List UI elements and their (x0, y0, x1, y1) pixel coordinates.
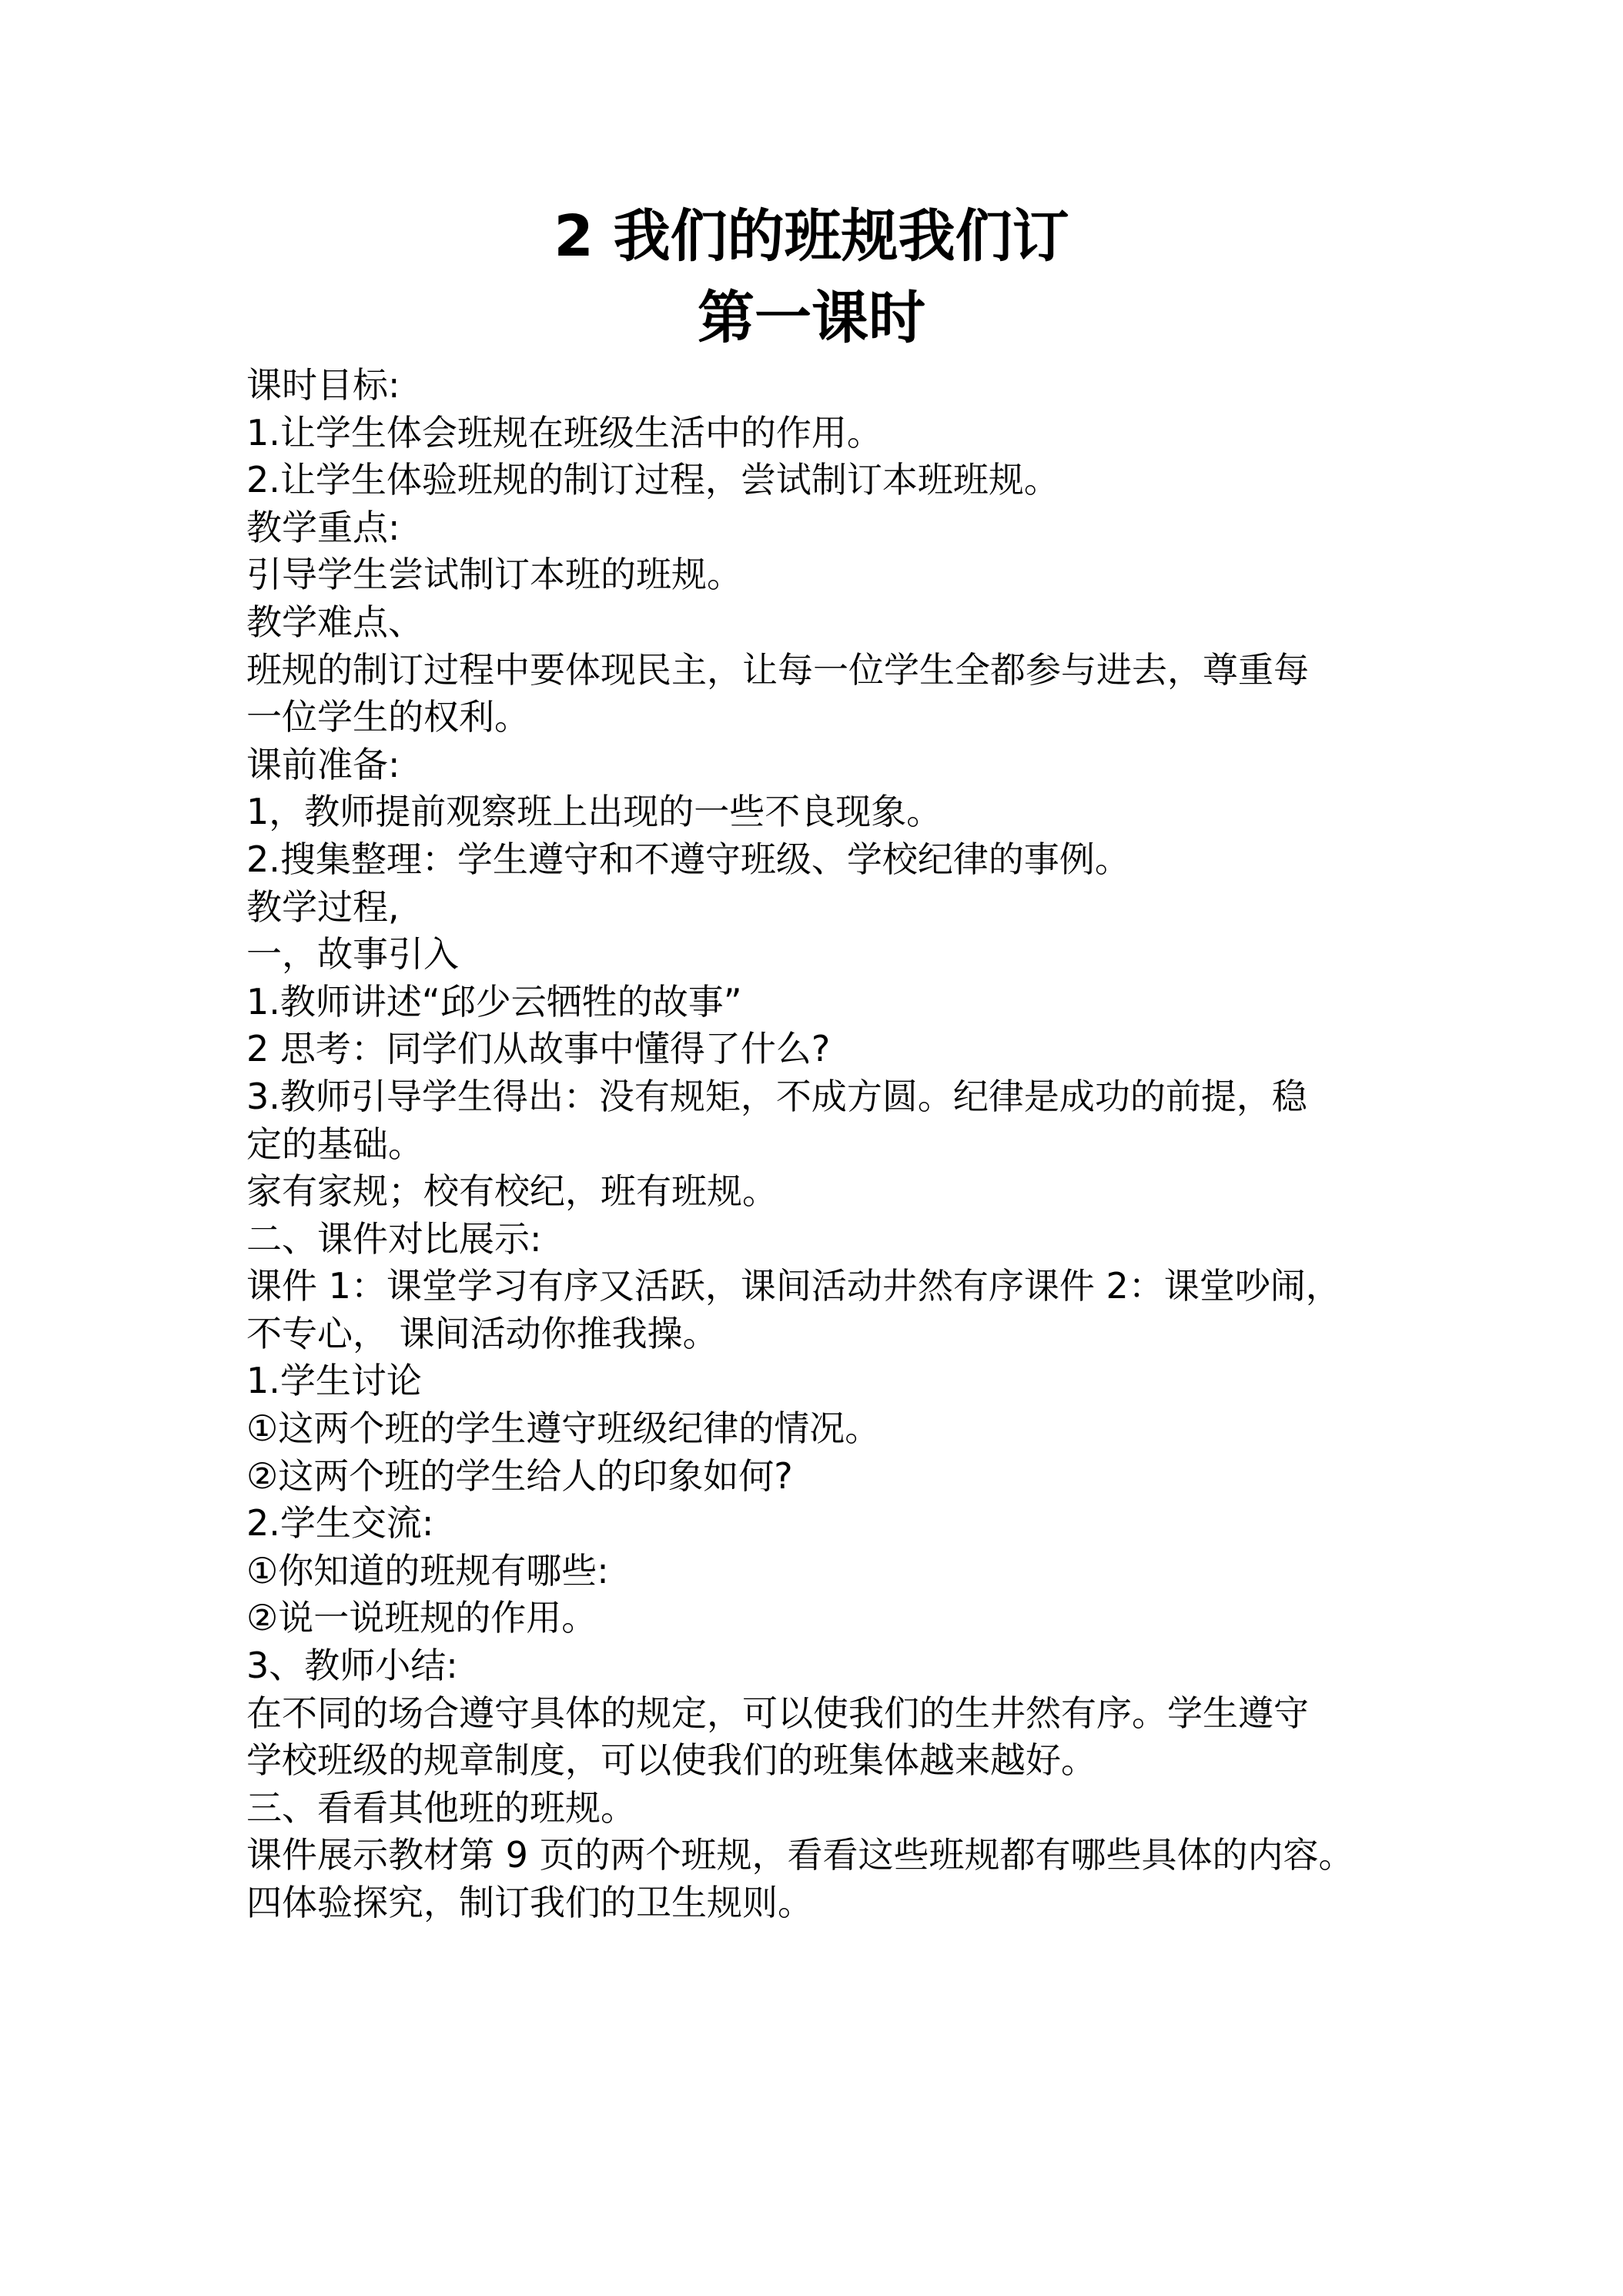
text-line: 不专心， 课间活动你推我操。 (246, 1312, 718, 1354)
text-line: 1.教师讲述“邱少云牺牲的故事” (246, 980, 742, 1022)
text-line: ②说一说班规的作用。 (246, 1597, 597, 1639)
document-body (246, 362, 1401, 1927)
text-line: 课时目标: (246, 364, 400, 406)
text-line: 一，故事引入 (246, 933, 459, 976)
text-line: 1.让学生体会班规在班级生活中的作用。 (246, 411, 882, 454)
text-line: 课件 1：课堂学习有序又活跃，课间活动井然有序课件 2：课堂吵闹， (246, 1265, 1341, 1307)
text-line: 三、看看其他班的班规。 (246, 1786, 636, 1829)
document-subtitle: 第一课时 (698, 285, 925, 351)
text-line: 教学重点: (246, 506, 400, 548)
text-line: 教学难点、 (246, 601, 423, 643)
text-line: 2.搜集整理：学生遵守和不遵守班级、学校纪律的事例。 (246, 838, 1130, 880)
text-line: ①你知道的班规有哪些: (246, 1549, 609, 1591)
text-line: 1.学生讨论 (246, 1360, 422, 1402)
text-line: ②这两个班的学生给人的印象如何? (246, 1454, 793, 1497)
text-line: 一位学生的权利。 (246, 696, 530, 738)
text-line: 教学过程, (246, 885, 400, 928)
text-line: 学校班级的规章制度，可以使我们的班集体越来越好。 (246, 1739, 1096, 1782)
text-line: 定的基础。 (246, 1123, 423, 1165)
text-line: 二、课件对比展示: (246, 1217, 542, 1260)
text-line: 2 思考：同学们从故事中懂得了什么? (246, 1028, 831, 1070)
text-line: ①这两个班的学生遵守班级纪律的情况。 (246, 1407, 881, 1450)
text-line: 2.让学生体验班规的制订过程，尝试制订本班班规。 (246, 459, 1059, 501)
text-line: 课件展示教材第 9 页的两个班规，看看这些班规都有哪些具体的内容。 (246, 1834, 1354, 1876)
text-line: 班规的制订过程中要体现民主，让每一位学生全都参与进去，尊重每 (246, 648, 1309, 691)
text-line: 2.学生交流: (246, 1502, 434, 1545)
text-line: 引导学生尝试制订本班的班规。 (246, 554, 742, 596)
text-line: 1，教师提前观察班上出现的一些不良现象。 (246, 791, 942, 833)
text-line: 四体验探究，制订我们的卫生规则。 (246, 1882, 813, 1923)
text-line: 课前准备: (246, 743, 400, 785)
text-line: 3、教师小结: (246, 1645, 458, 1687)
text-line: 3.教师引导学生得出：没有规矩，不成方圆。纪律是成功的前提，稳 (246, 1075, 1307, 1117)
text-line: 在不同的场合遵守具体的规定，可以使我们的生井然有序。学生遵守 (246, 1692, 1309, 1734)
text-line: 家有家规；校有校纪，班有班规。 (246, 1170, 778, 1213)
document-title: 2 我们的班规我们订 (554, 203, 1069, 269)
